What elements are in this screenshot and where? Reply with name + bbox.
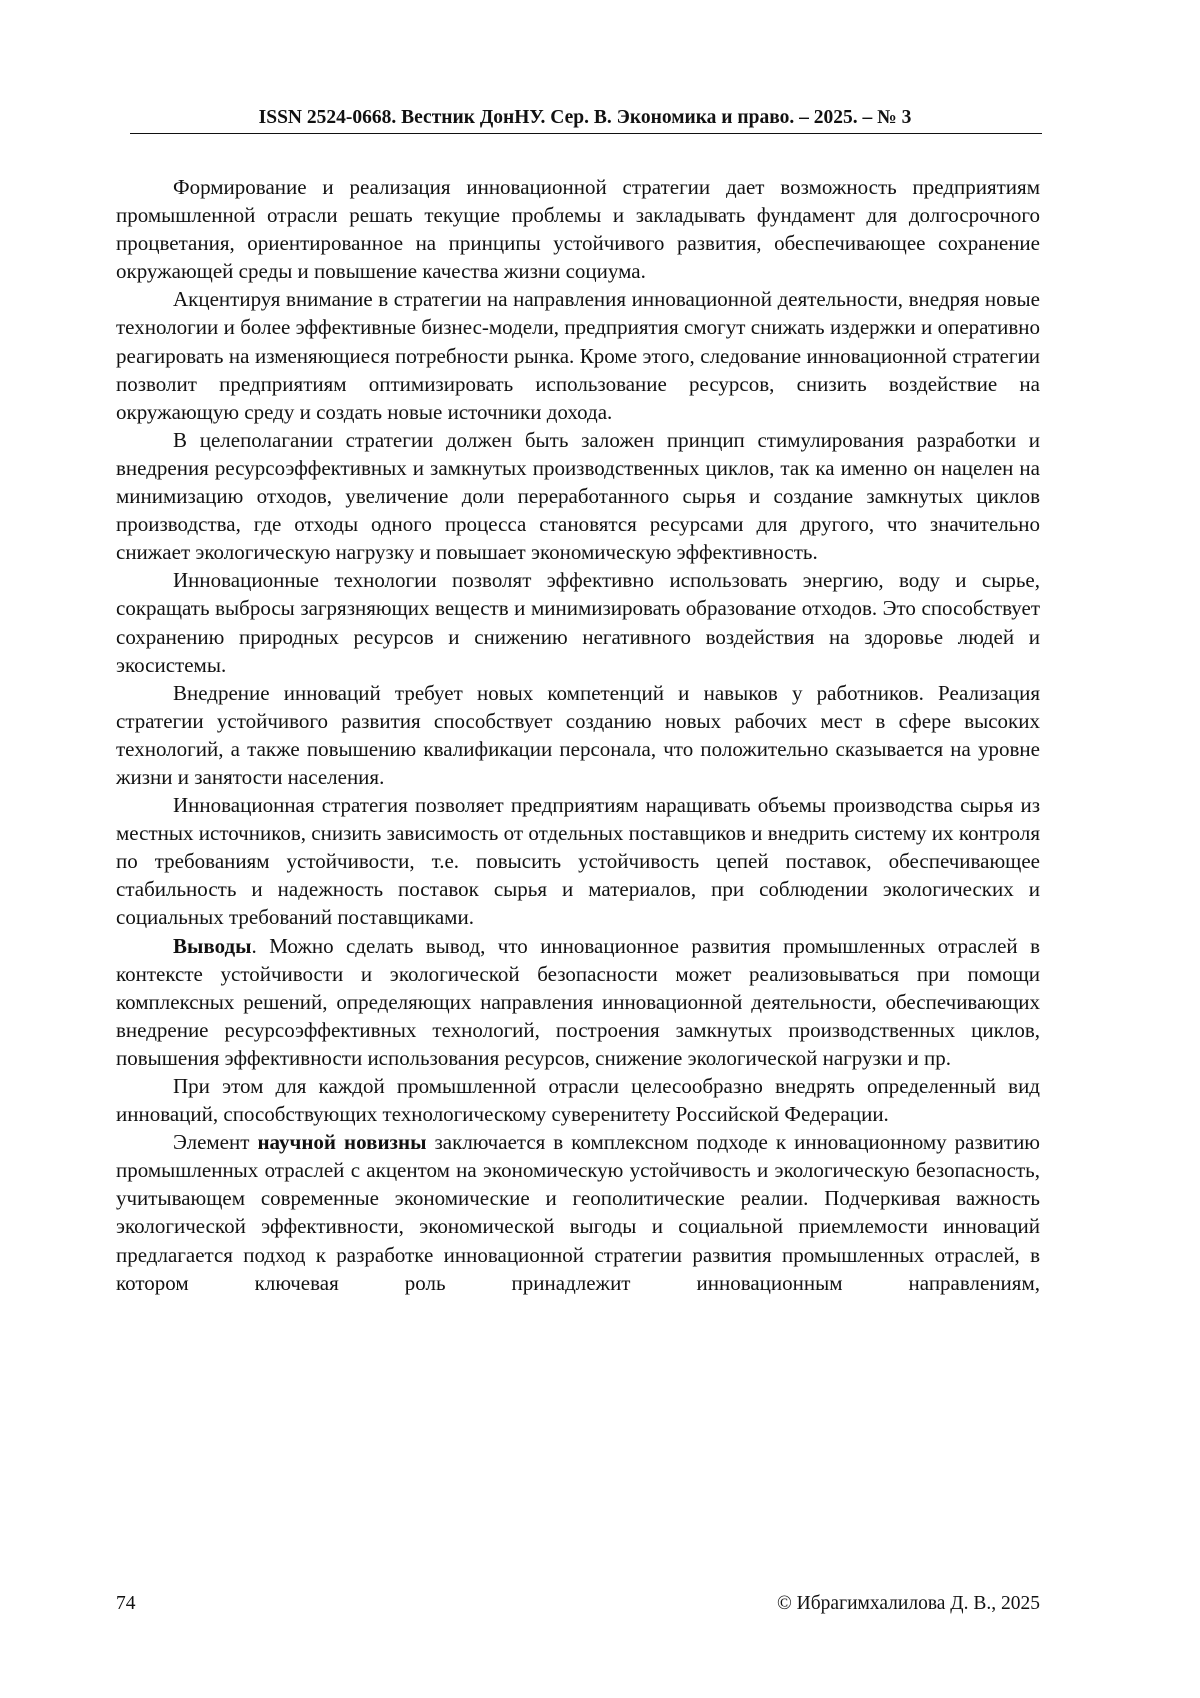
paragraph-1: Формирование и реализация инновационной стратегии дает возможность предприятиям промышленной отрасли решать текущие проблемы и закладывать фундамент для долгосрочного процветания, ориентированное на принципы устойчивого развития, обеспечивающее сохранение окружающей среды и повышение качества жизни социума.: [116, 175, 1040, 284]
paragraph-6: Инновационная стратегия позволяет предприятиям наращивать объемы производства сырья из местных источников, снизить зависимость от отдельных поставщиков и внедрить систему их контроля по требованиям устойчивости, т.е. повысить устойчивость цепей поставок, обеспечивающее стабильность и надежность поставок сырья и материалов, при соблюдении экологических и социальных требований поставщиками.: [116, 793, 1040, 930]
page-number: 74: [116, 1593, 136, 1614]
running-header: ISSN 2524-0668. Вестник ДонНУ. Сер. В. Экономика и право. – 2025. – № 3: [258, 107, 912, 128]
paragraph-2: Акцентируя внимание в стратегии на направления инновационной деятельности, внедряя новые технологии и более эффективные бизнес-модели, предприятия смогут снижать издержки и оперативно реагировать на изменяющиеся потребности рынка. Кроме этого, следование инновационной стратегии позволит предприятиям оптимизировать использование ресурсов, снизить воздействие на окружающую среду и создать новые источники дохода.: [116, 287, 1040, 424]
paragraph-3: В целеполагании стратегии должен быть заложен принцип стимулирования разработки и внедрения ресурсоэффективных и замкнутых производственных циклов, так ка именно он нацелен на минимизацию отходов, увеличение доли переработанного сырья и создание замкнутых циклов производства, где отходы одного процесса становятся ресурсами для другого, что значительно снижает экологическую нагрузку и повышает экономическую эффективность.: [116, 427, 1040, 565]
conclusions-heading: Выводы: [173, 933, 252, 958]
novelty-text: заключается в комплексном подходе к инновационному развитию промышленных отраслей с акцентом на экономическую устойчивость и экологическую безопасность, учитывающем современные экономические и геополитические реалии. Подчеркивая важность экологической эффективности, экономической выгоды и социальной приемлемости инноваций предлагается подход к разработке инновационной стратегии развития промышленных отраслей, в котором ключевая роль принадлежит инновационным направлениям,: [116, 1130, 1040, 1295]
copyright-notice: © Ибрагимхалилова Д. В., 2025: [776, 1593, 1040, 1614]
page-footer: [116, 1590, 1040, 1618]
article-body: [116, 173, 1040, 1297]
conclusions-text: . Можно сделать вывод, что инновационное развития промышленных отраслей в контексте устойчивости и экологической безопасности может реализовываться при помощи комплексных решений, определяющих направления инновационной деятельности, обеспечивающих внедрение ресурсоэффективных технологий, построения замкнутых производственных циклов, повышения эффективности использования ресурсов, снижение экологической нагрузки и пр.: [116, 933, 1040, 1070]
paragraph-conclusions: [116, 932, 1040, 1072]
novelty-lead: Элемент: [173, 1130, 258, 1155]
paragraph-8: При этом для каждой промышленной отрасли целесообразно внедрять определенный вид инноваций, способствующих технологическому суверенитету Российской Федерации.: [116, 1074, 1040, 1127]
paragraph-novelty: [116, 1128, 1040, 1297]
novelty-term: научной новизны: [257, 1130, 427, 1155]
header-rule: [130, 133, 1042, 134]
paragraph-4: Инновационные технологии позволят эффективно использовать энергию, воду и сырье, сокращать выбросы загрязняющих веществ и минимизировать образование отходов. Это способствует сохранению природных ресурсов и снижению негативного воздействия на здоровье людей и экосистемы.: [116, 568, 1040, 677]
paragraph-5: Внедрение инноваций требует новых компетенций и навыков у работников. Реализация стратегии устойчивого развития способствует созданию новых рабочих мест в сфере высоких технологий, а также повышению квалификации персонала, что положительно сказывается на уровне жизни и занятости населения.: [116, 680, 1040, 789]
